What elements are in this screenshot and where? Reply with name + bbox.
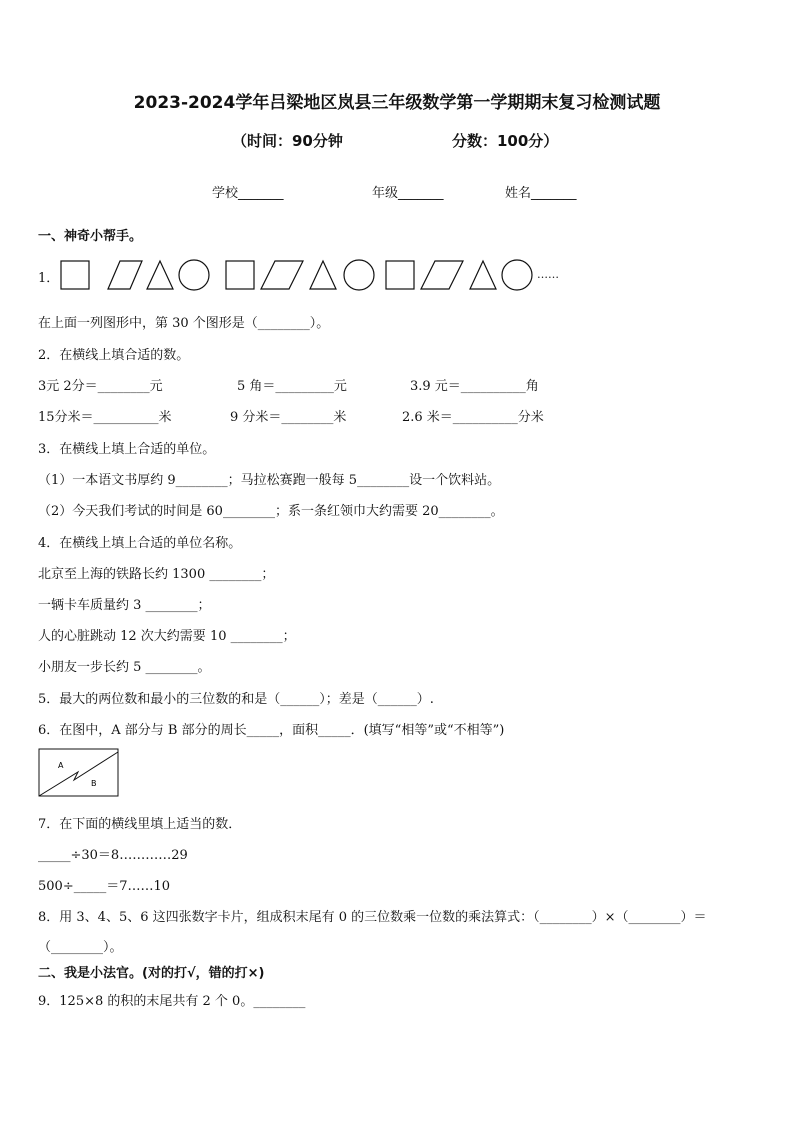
square-shape <box>226 261 254 289</box>
name-field: 姓名_______ <box>505 186 577 201</box>
grade-field: 年级_______ <box>372 186 444 201</box>
q3-line-1: （1）一本语文书厚约 9________；马拉松赛跑一般每 5________设一个饮料站。 <box>38 473 501 488</box>
q6-figure <box>38 748 120 798</box>
q2-item-2: 5 角＝_________元 <box>237 379 347 394</box>
q6-divider-line <box>39 752 118 796</box>
square-shape <box>386 261 414 289</box>
q2-item-1: 3元 2分＝________元 <box>38 379 163 394</box>
q6-label-b: B <box>91 779 97 788</box>
q4-line-3: 人的心脏跳动 12 次大约需要 10 ________； <box>38 629 296 644</box>
q6-label-a: A <box>58 761 64 770</box>
triangle-shape <box>470 261 496 289</box>
q5-question: 5．最大的两位数和最小的三位数的和是（______）；差是（______）. <box>38 692 434 707</box>
q2-item-6: 2.6 米＝__________分米 <box>402 410 544 425</box>
circle-shape <box>344 260 374 290</box>
page-title: 2023-2024学年吕梁地区岚县三年级数学第一学期期末复习检测试题 <box>133 93 661 113</box>
parallelogram-shape <box>108 261 142 289</box>
triangle-shape <box>147 261 173 289</box>
q2-item-4: 15分米＝__________米 <box>38 410 172 425</box>
q8-line-2: （________）。 <box>38 940 123 955</box>
q4-line-1: 北京至上海的铁路长约 1300 ________； <box>38 567 275 582</box>
shape-sequence <box>58 258 538 292</box>
q2-item-3: 3.9 元＝__________角 <box>410 379 539 394</box>
triangle-shape <box>310 261 336 289</box>
q7-line-1: _____÷30＝8…………29 <box>38 848 188 863</box>
q9-question: 9．125×8 的积的末尾共有 2 个 0。________ <box>38 994 306 1009</box>
shape-group-3 <box>386 260 532 290</box>
circle-shape <box>502 260 532 290</box>
shape-group-1 <box>61 260 209 290</box>
square-shape <box>61 261 89 289</box>
q3-title: 3．在横线上填上合适的单位。 <box>38 442 216 457</box>
parallelogram-shape <box>261 261 303 289</box>
q4-line-4: 小朋友一步长约 5 ________。 <box>38 660 211 675</box>
q2-title: 2．在横线上填合适的数。 <box>38 348 190 363</box>
q7-title: 7．在下面的横线里填上适当的数． <box>38 817 242 832</box>
q2-item-5: 9 分米＝________米 <box>230 410 347 425</box>
section-1-heading: 一、神奇小帮手。 <box>38 229 143 244</box>
section-2-heading: 二、我是小法官。(对的打√，错的打×) <box>38 966 265 981</box>
exam-time: （时间：90分钟 <box>232 132 343 150</box>
q1-ellipsis: …… <box>537 268 559 281</box>
circle-shape <box>179 260 209 290</box>
q3-line-2: （2）今天我们考试的时间是 60________；系一条红领巾大约需要 20________。 <box>38 504 504 519</box>
shape-group-2 <box>226 260 374 290</box>
q7-line-2: 500÷_____＝7……10 <box>38 879 171 894</box>
q6-question: 6．在图中，A 部分与 B 部分的周长_____，面积_____．(填写“相等”或“不相等”) <box>38 723 505 738</box>
q1-question: 在上面一列图形中，第 30 个图形是（________）。 <box>38 316 330 331</box>
q8-line-1: 8．用 3、4、5、6 这四张数字卡片，组成积末尾有 0 的三位数乘一位数的乘法算式：（________）×（________）＝ <box>38 910 707 925</box>
exam-score: 分数：100分） <box>452 132 559 150</box>
q4-title: 4．在横线上填上合适的单位名称。 <box>38 536 242 551</box>
school-field: 学校_______ <box>212 186 284 201</box>
q1-number: 1． <box>38 271 60 286</box>
q4-line-2: 一辆卡车质量约 3 ________； <box>38 598 211 613</box>
parallelogram-shape <box>421 261 463 289</box>
